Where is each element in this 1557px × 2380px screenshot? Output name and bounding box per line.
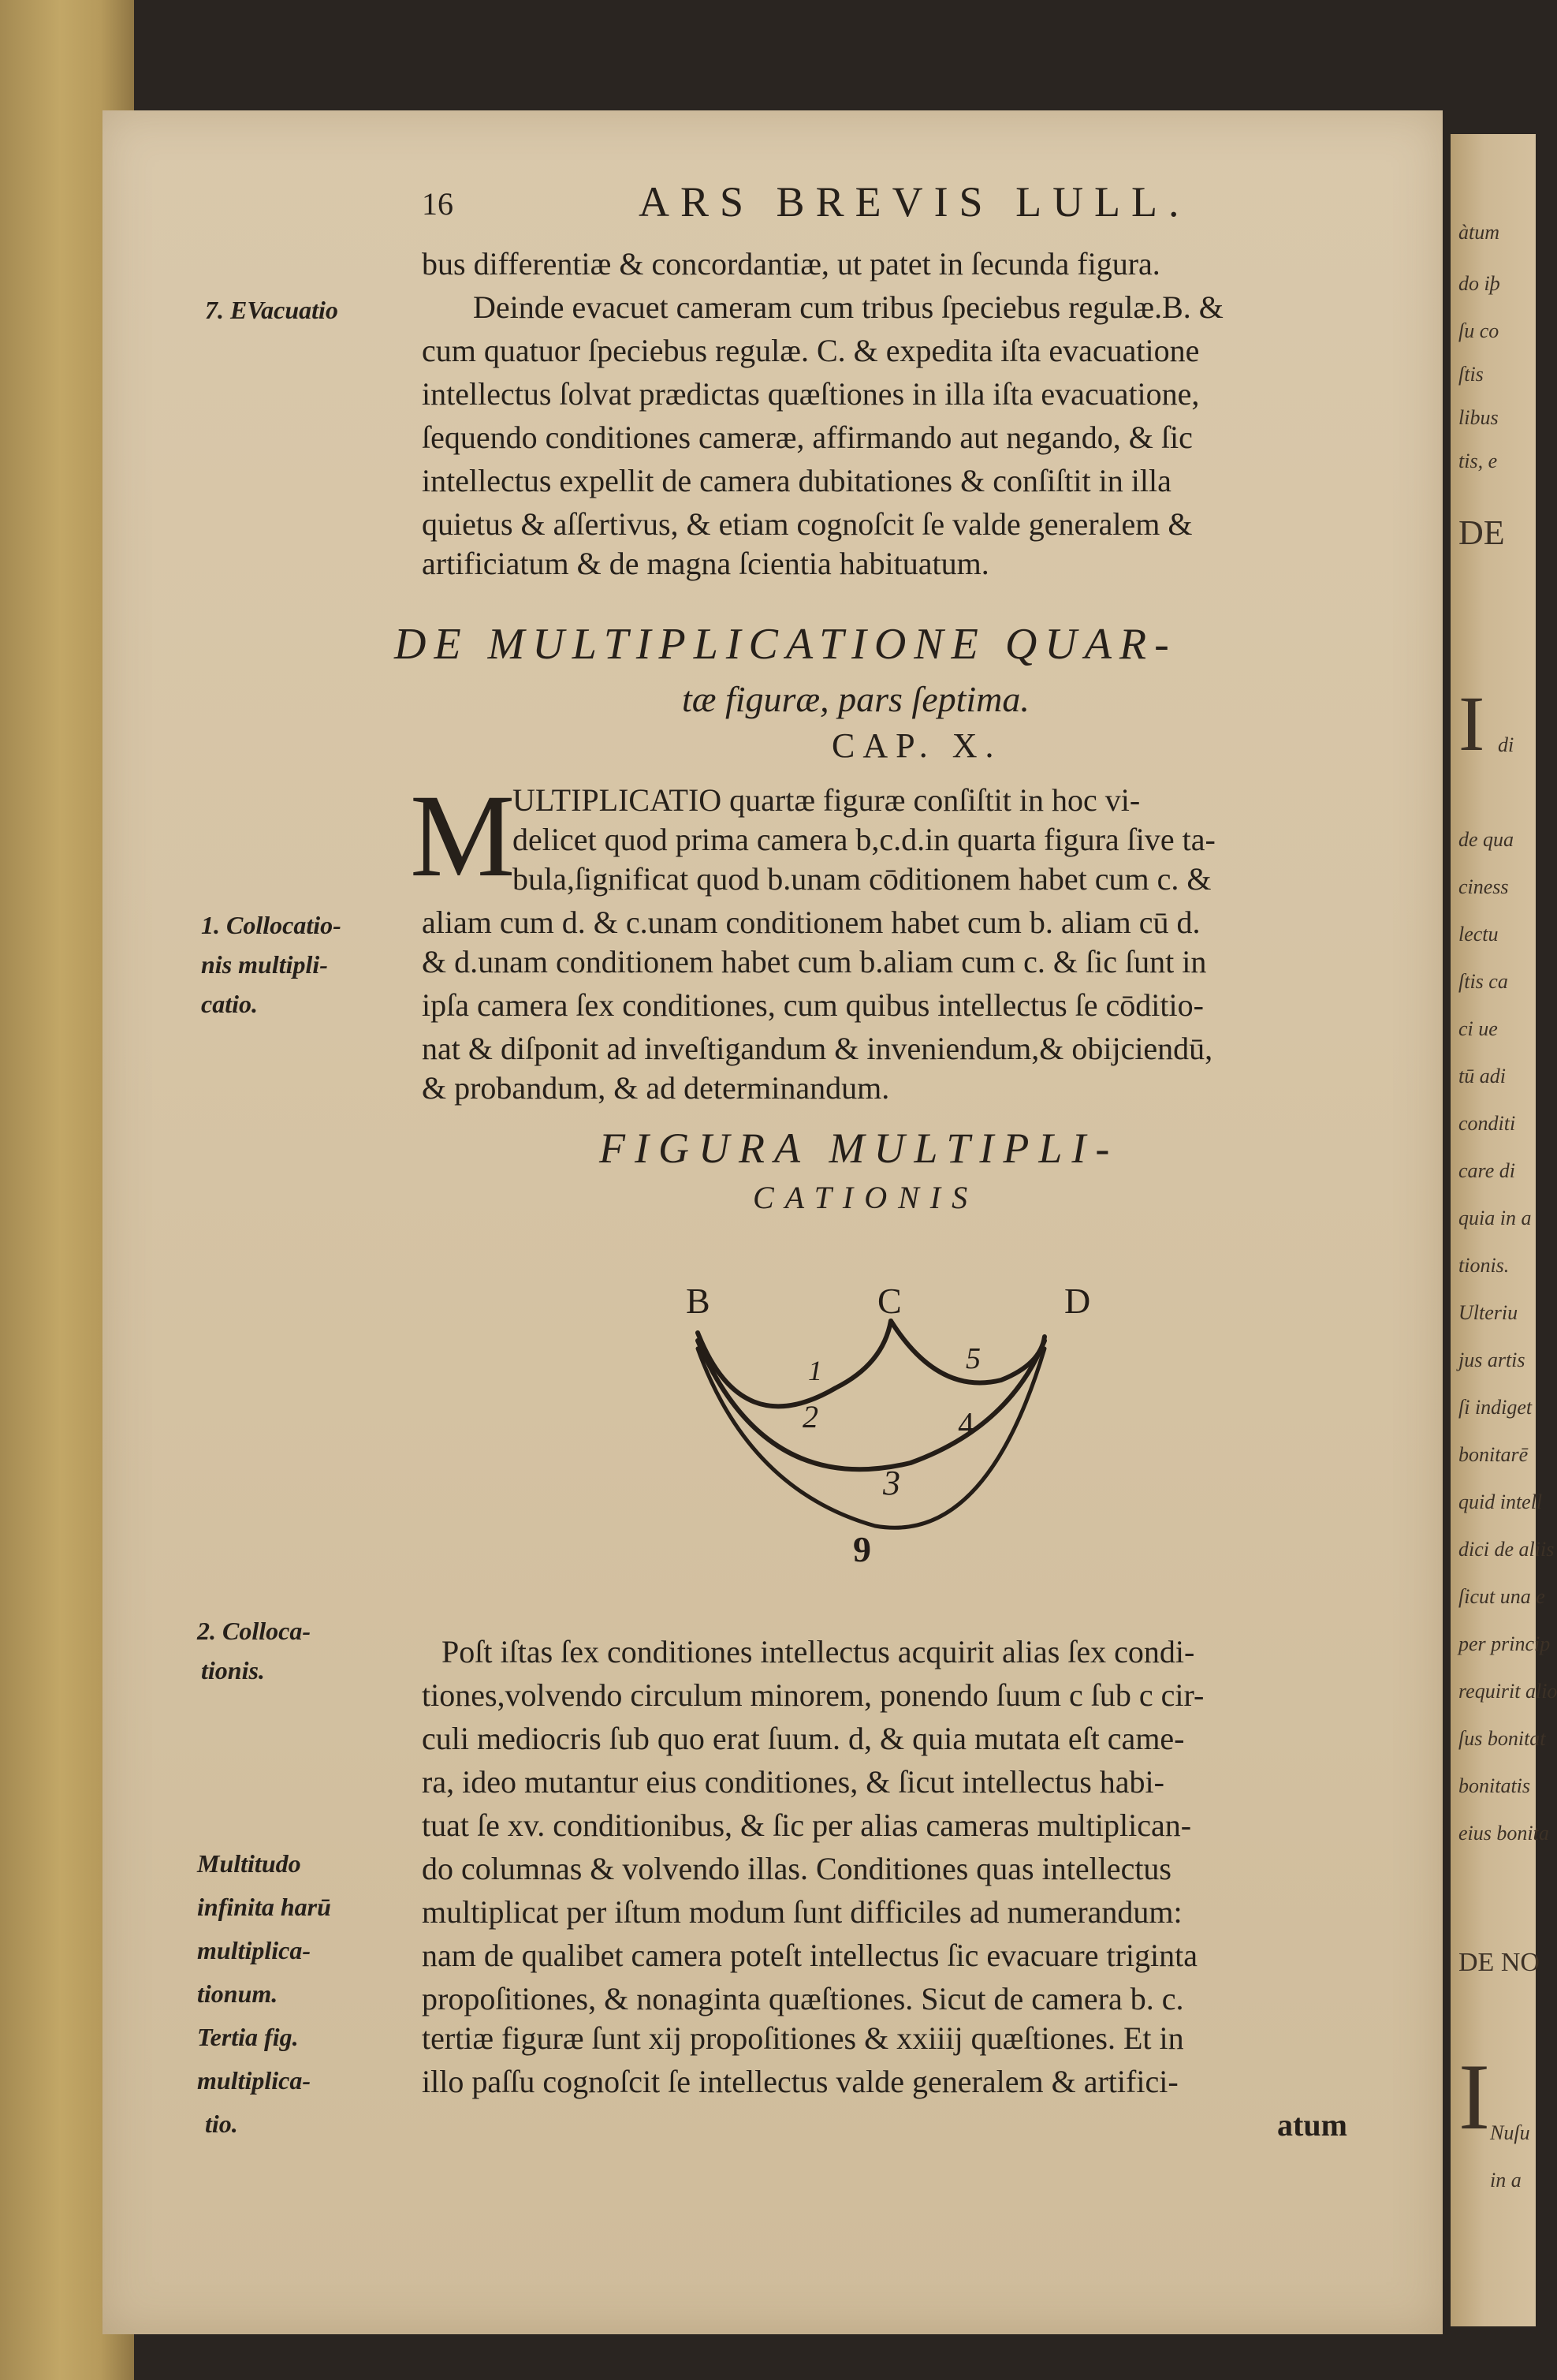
next-page-fragment: requirit alio [1458, 1680, 1557, 1703]
text-line: nat & diſponit ad inveſtigandum & inveniendum,& obijciendū, [422, 1031, 1213, 1066]
next-page-fragment: Ulteriu [1458, 1301, 1518, 1324]
next-page-fragment: bonitarē [1458, 1443, 1529, 1466]
margin-note-3: infinita harū [197, 1893, 331, 1921]
next-page-fragment: tis, e [1458, 450, 1498, 472]
section-subtitle: tæ figuræ, pars ſeptima. [682, 679, 1030, 719]
label-5: 5 [966, 1342, 981, 1375]
margin-note-3: Multitudo [197, 1849, 301, 1878]
next-page-fragment: àtum [1458, 221, 1499, 244]
text-line: illo paſſu cognoſcit ſe intellectus valde generalem & artifici- [422, 2064, 1179, 2099]
text-line: ra, ideo mutantur eius conditiones, & ſicut intellectus habi- [422, 1764, 1164, 1800]
next-page-fragment: do iþ [1458, 272, 1500, 295]
text-line: culi mediocris ſub quo erat ſuum. d, & quia mutata eſt came- [422, 1721, 1185, 1756]
text-line: Poſt iſtas ſex conditiones intellectus acquirit alias ſex condi- [441, 1634, 1195, 1669]
next-page-fragment: ci ue [1458, 1017, 1498, 1040]
margin-note-3: multiplica- [197, 2066, 311, 2095]
next-page-fragment: tū adi [1458, 1065, 1506, 1087]
next-page-fragment: I [1458, 2044, 1490, 2149]
chapter-label: CAP. X. [832, 726, 1002, 765]
label-9: 9 [853, 1529, 871, 1569]
next-page-fragment: tionis. [1458, 1254, 1510, 1277]
margin-note-2: tionis. [201, 1656, 265, 1684]
label-4: 4 [958, 1407, 974, 1443]
label-d: D [1064, 1281, 1091, 1321]
label-2: 2 [803, 1399, 818, 1434]
text-line: propoſitiones, & nonaginta quæſtiones. Sicut de camera b. c. [422, 1981, 1184, 2016]
margin-note-3: multiplica- [197, 1936, 311, 1964]
text-line: Deinde evacuet cameram cum tribus ſpeciebus regulæ.B. & [473, 289, 1224, 325]
next-page-fragment: ſtis ca [1458, 970, 1508, 993]
outer-arc [698, 1349, 1045, 1528]
figure-title: FIGURA MULTIPLI- [599, 1125, 1119, 1172]
next-page-fragment: conditi [1458, 1112, 1516, 1135]
adjacent-page-edge [1451, 134, 1557, 2326]
figure-title-2: CATIONIS [753, 1180, 979, 1215]
next-page-fragment: ſtis [1458, 363, 1484, 386]
next-page-fragment: bonitatis [1458, 1774, 1531, 1797]
running-title: ARS BREVIS LULL. [639, 178, 1190, 226]
multiplication-diagram [654, 1254, 1143, 1569]
next-page-fragment: di [1498, 733, 1514, 756]
label-3: 3 [883, 1464, 900, 1502]
margin-note-3: tionum. [197, 1979, 278, 2008]
text-line: do columnas & volvendo illas. Conditiones quas intellectus [422, 1851, 1171, 1886]
next-page-fragment: quid intell [1458, 1490, 1543, 1513]
text-line: bula,ſignificat quod b.unam cōditionem habet cum c. & [512, 861, 1212, 897]
text-line: artificiatum & de magna ſcientia habituatum. [422, 546, 989, 581]
next-page-fragment: per princip [1458, 1632, 1551, 1655]
label-b: B [686, 1281, 710, 1321]
drop-cap: M [410, 770, 516, 901]
next-page-fragment: in a [1490, 2169, 1522, 2192]
next-page-fragment: libus [1458, 406, 1499, 429]
text-line: tuat ſe xv. conditionibus, & ſic per alias cameras multiplican- [422, 1807, 1192, 1843]
text-line: delicet quod prima camera b,c.d.in quarta figura ſive ta- [512, 822, 1216, 857]
next-page-fragment: care di [1458, 1159, 1515, 1182]
margin-note-1: catio. [201, 990, 258, 1018]
next-page-fragment: DE [1458, 513, 1505, 552]
catchword: atum [1277, 2107, 1347, 2143]
margin-note-3: tio. [205, 2110, 238, 2138]
page-number: 16 [422, 186, 453, 222]
next-page-fragment: jus artis [1458, 1349, 1525, 1371]
margin-note-1: nis multipli- [201, 950, 328, 979]
text-line: bus differentiæ & concordantiæ, ut patet in ſecunda figura. [422, 246, 1160, 282]
text-line: intellectus expellit de camera dubitationes & conſiſtit in illa [422, 463, 1171, 498]
next-page-fragment: ſi indiget [1458, 1396, 1533, 1419]
label-c: C [877, 1281, 902, 1321]
next-page-fragment: quia in a [1458, 1207, 1532, 1229]
next-page-fragment: eius bonita [1458, 1822, 1549, 1845]
next-page-fragment: DE NO [1458, 1948, 1540, 1977]
text-line: & d.unam conditionem habet cum b.aliam cum c. & ſic ſunt in [422, 944, 1207, 979]
next-page-fragment: dici de aliis [1458, 1538, 1555, 1561]
text-line: aliam cum d. & c.unam conditionem habet cum b. aliam cū d. [422, 905, 1201, 940]
text-line: ſequendo conditiones cameræ, affirmando aut negando, & ſic [422, 420, 1193, 455]
text-line: ipſa camera ſex conditiones, cum quibus intellectus ſe cōditio- [422, 987, 1204, 1023]
text-line: & probandum, & ad determinandum. [422, 1070, 890, 1106]
next-page-fragment: ſicut una e [1458, 1585, 1545, 1608]
next-page-fragment: ſu co [1458, 319, 1499, 342]
text-line: cum quatuor ſpeciebus regulæ. C. & expedita iſta evacuatione [422, 333, 1200, 368]
section-title: DE MULTIPLICATIONE QUAR- [394, 620, 1177, 669]
text-line: intellectus ſolvat prædictas quæſtiones in illa iſta evacuatione, [422, 376, 1200, 412]
text-line: ULTIPLICATIO quartæ figuræ conſiſtit in hoc vi- [512, 782, 1141, 818]
text-line: quietus & aſſertivus, & etiam cognoſcit ſe valde generalem & [422, 506, 1193, 542]
label-1: 1 [808, 1355, 822, 1386]
next-page-fragment: de qua [1458, 828, 1514, 851]
text-line: multiplicat per iſtum modum ſunt difficiles ad numerandum: [422, 1894, 1183, 1930]
text-line: tertiæ figuræ ſunt xij propoſitiones & xxiiij quæſtiones. Et in [422, 2020, 1184, 2056]
margin-note-2: 2. Colloca- [197, 1617, 311, 1645]
next-page-fragment: ciness [1458, 875, 1509, 898]
margin-note-1: 1. Collocatio- [201, 911, 341, 939]
margin-note-7: 7. EVacuatio [205, 296, 338, 324]
next-page-fragment: I [1458, 680, 1485, 767]
next-page-fragment: Nuſu [1490, 2121, 1530, 2144]
text-line: nam de qualibet camera poteſt intellectus ſic evacuare triginta [422, 1938, 1198, 1973]
next-page-fragment: ſus bonitat [1458, 1727, 1546, 1750]
text-line: tiones,volvendo circulum minorem, ponendo ſuum c ſub c cir- [422, 1677, 1205, 1713]
next-page-fragment: lectu [1458, 923, 1499, 946]
margin-note-3: Tertia fig. [197, 2023, 299, 2051]
